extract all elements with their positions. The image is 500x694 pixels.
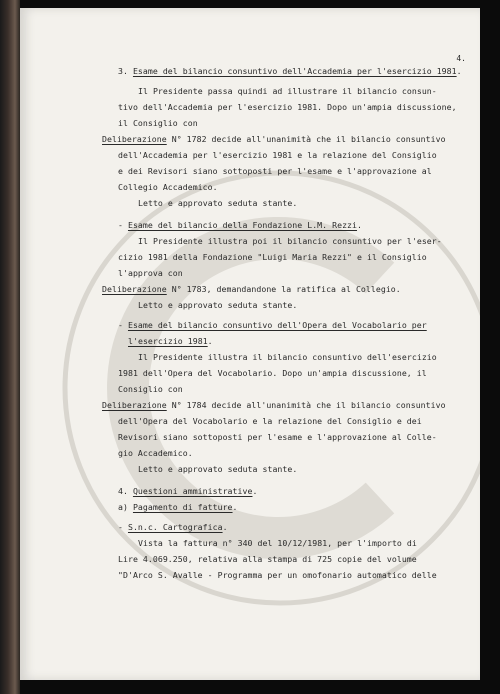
text-line: [102, 284, 401, 294]
text-segment: tivo dell'Accademia per l'esercizio 1981. Dopo un'ampia discussione,: [118, 102, 457, 112]
text-segment: Il Presidente illustra il bilancio consuntivo dell'esercizio: [138, 352, 437, 362]
text-segment: .: [207, 336, 213, 346]
text-line: [138, 352, 437, 362]
text-segment: -: [118, 220, 128, 230]
page-number: 4.: [456, 54, 466, 63]
text-line: [102, 400, 446, 410]
underlined-text: Deliberazione: [102, 284, 167, 294]
text-line: [118, 320, 427, 330]
text-segment: Letto e approvato seduta stante.: [138, 198, 298, 208]
text-segment: 4.: [118, 486, 133, 496]
text-line: [118, 268, 183, 278]
text-line: [138, 236, 442, 246]
text-segment: -: [118, 320, 128, 330]
text-line: [138, 464, 297, 474]
text-line: [138, 86, 437, 96]
text-segment: Letto e approvato seduta stante.: [138, 300, 298, 310]
text-segment: e dei Revisori siano sottoposti per l'esame e l'approvazione al: [118, 166, 432, 176]
text-line: [118, 102, 457, 112]
text-segment: .: [456, 66, 462, 76]
text-line: [138, 300, 297, 310]
text-segment: dell'Accademia per l'esercizio 1981 e la relazione del Consiglio: [118, 150, 437, 160]
book-spine: [0, 0, 20, 694]
text-segment: Collegio Accademico.: [118, 182, 218, 192]
text-line: [118, 502, 238, 512]
text-line: [138, 538, 417, 548]
text-line: [118, 118, 198, 128]
underlined-text: Deliberazione: [102, 400, 167, 410]
text-line: [102, 134, 446, 144]
text-segment: 1981 dell'Opera del Vocabolario. Dopo un'ampia discussione, il: [118, 368, 427, 378]
document-page: [20, 8, 480, 680]
text-line: [118, 486, 257, 496]
text-line: [118, 66, 462, 76]
text-line: [118, 554, 417, 564]
text-segment: -: [118, 522, 128, 532]
text-segment: 3.: [118, 66, 133, 76]
text-segment: .: [252, 486, 258, 496]
text-segment: .: [222, 522, 228, 532]
underlined-text: S.n.c. Cartografica: [127, 522, 223, 532]
text-segment: .: [232, 502, 238, 512]
text-segment: Vista la fattura n° 340 del 10/12/1981, per l'importo di: [138, 538, 417, 548]
text-line: [118, 432, 437, 442]
text-segment: gio Accademico.: [118, 448, 193, 458]
underlined-text: Esame del bilancio della Fondazione L.M. Rezzi: [127, 220, 358, 230]
text-line: [118, 150, 437, 160]
text-line: [118, 570, 437, 580]
text-segment: a): [118, 502, 133, 512]
text-line: [118, 368, 427, 378]
text-segment: Revisori siano sottoposti per l'esame e l'approvazione al Colle-: [118, 432, 437, 442]
text-segment: N° 1784 decide all'unanimità che il bilancio consuntivo: [166, 400, 446, 410]
text-segment: Consiglio con: [118, 384, 183, 394]
text-line: [118, 166, 432, 176]
text-segment: Letto e approvato seduta stante.: [138, 464, 298, 474]
text-segment: cizio 1981 della Fondazione "Luigi Maria Rezzi" e il Consiglio: [118, 252, 427, 262]
text-segment: .: [357, 220, 362, 230]
text-line: [118, 416, 422, 426]
text-line: [118, 220, 362, 230]
text-line: [118, 448, 193, 458]
text-segment: Lire 4.069.250, relativa alla stampa di 725 copie del volume: [118, 554, 417, 564]
underlined-text: l'esercizio 1981: [128, 336, 208, 346]
underlined-text: Deliberazione: [102, 134, 167, 144]
text-line: [118, 252, 427, 262]
text-segment: "D'Arco S. Avalle - Programma per un omofonario automatico delle: [118, 570, 437, 580]
underlined-text: Pagamento di fatture: [132, 502, 233, 512]
text-line: [118, 384, 183, 394]
text-line: [128, 336, 213, 346]
text-segment: Il Presidente illustra poi il bilancio consuntivo per l'eser-: [138, 236, 442, 246]
text-line: [118, 522, 228, 532]
underlined-text: Questioni amministrative: [132, 486, 253, 496]
text-line: [118, 182, 218, 192]
text-segment: N° 1782 decide all'unanimità che il bilancio consuntivo: [166, 134, 446, 144]
underlined-text: Esame del bilancio consuntivo dell'Accademia per l'esercizio 1981: [132, 66, 457, 76]
text-segment: N° 1783, demandandone la ratifica al Collegio.: [166, 284, 401, 294]
text-line: [138, 198, 297, 208]
text-segment: il Consiglio con: [118, 118, 198, 128]
text-segment: Il Presidente passa quindi ad illustrare il bilancio consun-: [138, 86, 437, 96]
text-segment: l'approva con: [118, 268, 183, 278]
text-segment: dell'Opera del Vocabolario e la relazione del Consiglio e dei: [118, 416, 422, 426]
underlined-text: Esame del bilancio consuntivo dell'Opera del Vocabolario per: [127, 320, 427, 330]
